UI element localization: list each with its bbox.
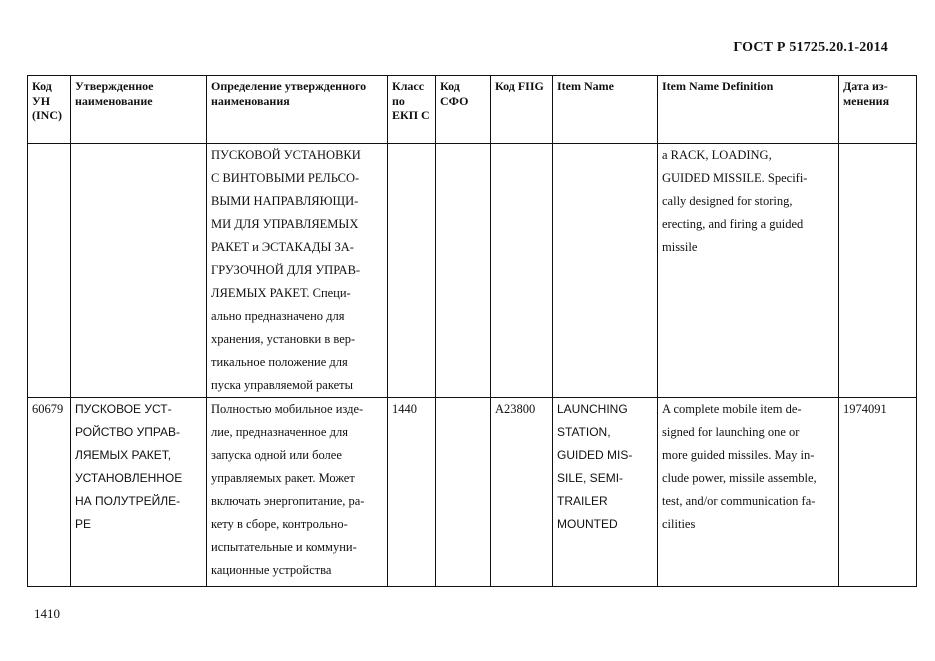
cell-inc xyxy=(28,398,71,587)
column-header-sfo xyxy=(436,76,491,144)
cell-fiig xyxy=(491,398,553,587)
cell-inc xyxy=(28,144,71,398)
cell-definition xyxy=(207,398,388,587)
column-header-fiig xyxy=(491,76,553,144)
cell-text: Полностью мобильное изде- лие, предназначенное для запуска одной или более управляемых ракет. Может включать энергопитание, ра- кету в сборе, контрольно- испытательные и коммуни- кационные устройства xyxy=(211,402,365,577)
column-header-definition xyxy=(207,76,388,144)
cell-change-date xyxy=(839,144,917,398)
cell-sfo xyxy=(436,144,491,398)
table-header-row xyxy=(28,76,917,144)
column-header-label: Утвержденное наименование xyxy=(75,79,154,108)
cell-text: 1440 xyxy=(392,402,417,416)
column-header-item-name xyxy=(553,76,658,144)
column-header-label: Item Name Definition xyxy=(662,79,774,93)
cell-sfo xyxy=(436,398,491,587)
column-header-item-definition xyxy=(658,76,839,144)
cell-text: 1974091 xyxy=(843,402,887,416)
column-header-label: Item Name xyxy=(557,79,614,93)
page-number: 1410 xyxy=(34,606,60,621)
cell-fiig xyxy=(491,144,553,398)
cell-approved-name xyxy=(71,398,207,587)
cell-class xyxy=(388,144,436,398)
document-title: ГОСТ Р 51725.20.1-2014 xyxy=(733,40,888,55)
catalog-table xyxy=(27,75,917,587)
cell-text: a RACK, LOADING, GUIDED MISSILE. Specifi- cally designed for storing, erecting, and firing a guided missile xyxy=(662,148,808,254)
column-header-label: Код УН (INC) xyxy=(32,79,62,122)
column-header-approved-name xyxy=(71,76,207,144)
cell-definition xyxy=(207,144,388,398)
cell-text: ПУСКОВОЕ УСТ- РОЙСТВО УПРАВ- ЛЯЕМЫХ РАКЕТ, УСТАНОВЛЕННОЕ НА ПОЛУТРЕЙЛЕ- РЕ xyxy=(75,402,183,531)
cell-approved-name xyxy=(71,144,207,398)
column-header-label: Класс по ЕКП С xyxy=(392,79,430,122)
table-row xyxy=(28,398,917,587)
column-header-label: Дата из- менения xyxy=(843,79,890,108)
cell-item-name xyxy=(553,144,658,398)
column-header-label: Код FIIG xyxy=(495,79,544,93)
cell-text: A23800 xyxy=(495,402,536,416)
cell-text: ПУСКОВОЙ УСТАНОВКИ С ВИНТОВЫМИ РЕЛЬСО- ВЫМИ НАПРАВЛЯЮЩИ- МИ ДЛЯ УПРАВЛЯЕМЫХ РАКЕТ и ЭСТАКАДЫ ЗА- ГРУЗОЧНОЙ ДЛЯ УПРАВ- ЛЯЕМЫХ РАКЕТ. Специ- ально предназначено для хранения, установки в вер- тикальное положение для пуска управляемой ракеты xyxy=(211,148,361,392)
cell-text: A complete mobile item de- signed for launching one or more guided missiles. May in- clude power, missile assemble, test, and/or communication fa- cilities xyxy=(662,402,817,531)
column-header-class xyxy=(388,76,436,144)
cell-text: 60679 xyxy=(32,402,64,416)
cell-text: LAUNCHING STATION, GUIDED MIS- SILE, SEMI- TRAILER MOUNTED xyxy=(557,402,633,531)
cell-class xyxy=(388,398,436,587)
cell-change-date xyxy=(839,398,917,587)
cell-item-name xyxy=(553,398,658,587)
table-row xyxy=(28,144,917,398)
column-header-inc xyxy=(28,76,71,144)
column-header-label: Код СФО xyxy=(440,79,469,108)
column-header-change-date xyxy=(839,76,917,144)
column-header-label: Определение утвержденного наименования xyxy=(211,79,367,108)
cell-item-definition xyxy=(658,144,839,398)
cell-item-definition xyxy=(658,398,839,587)
